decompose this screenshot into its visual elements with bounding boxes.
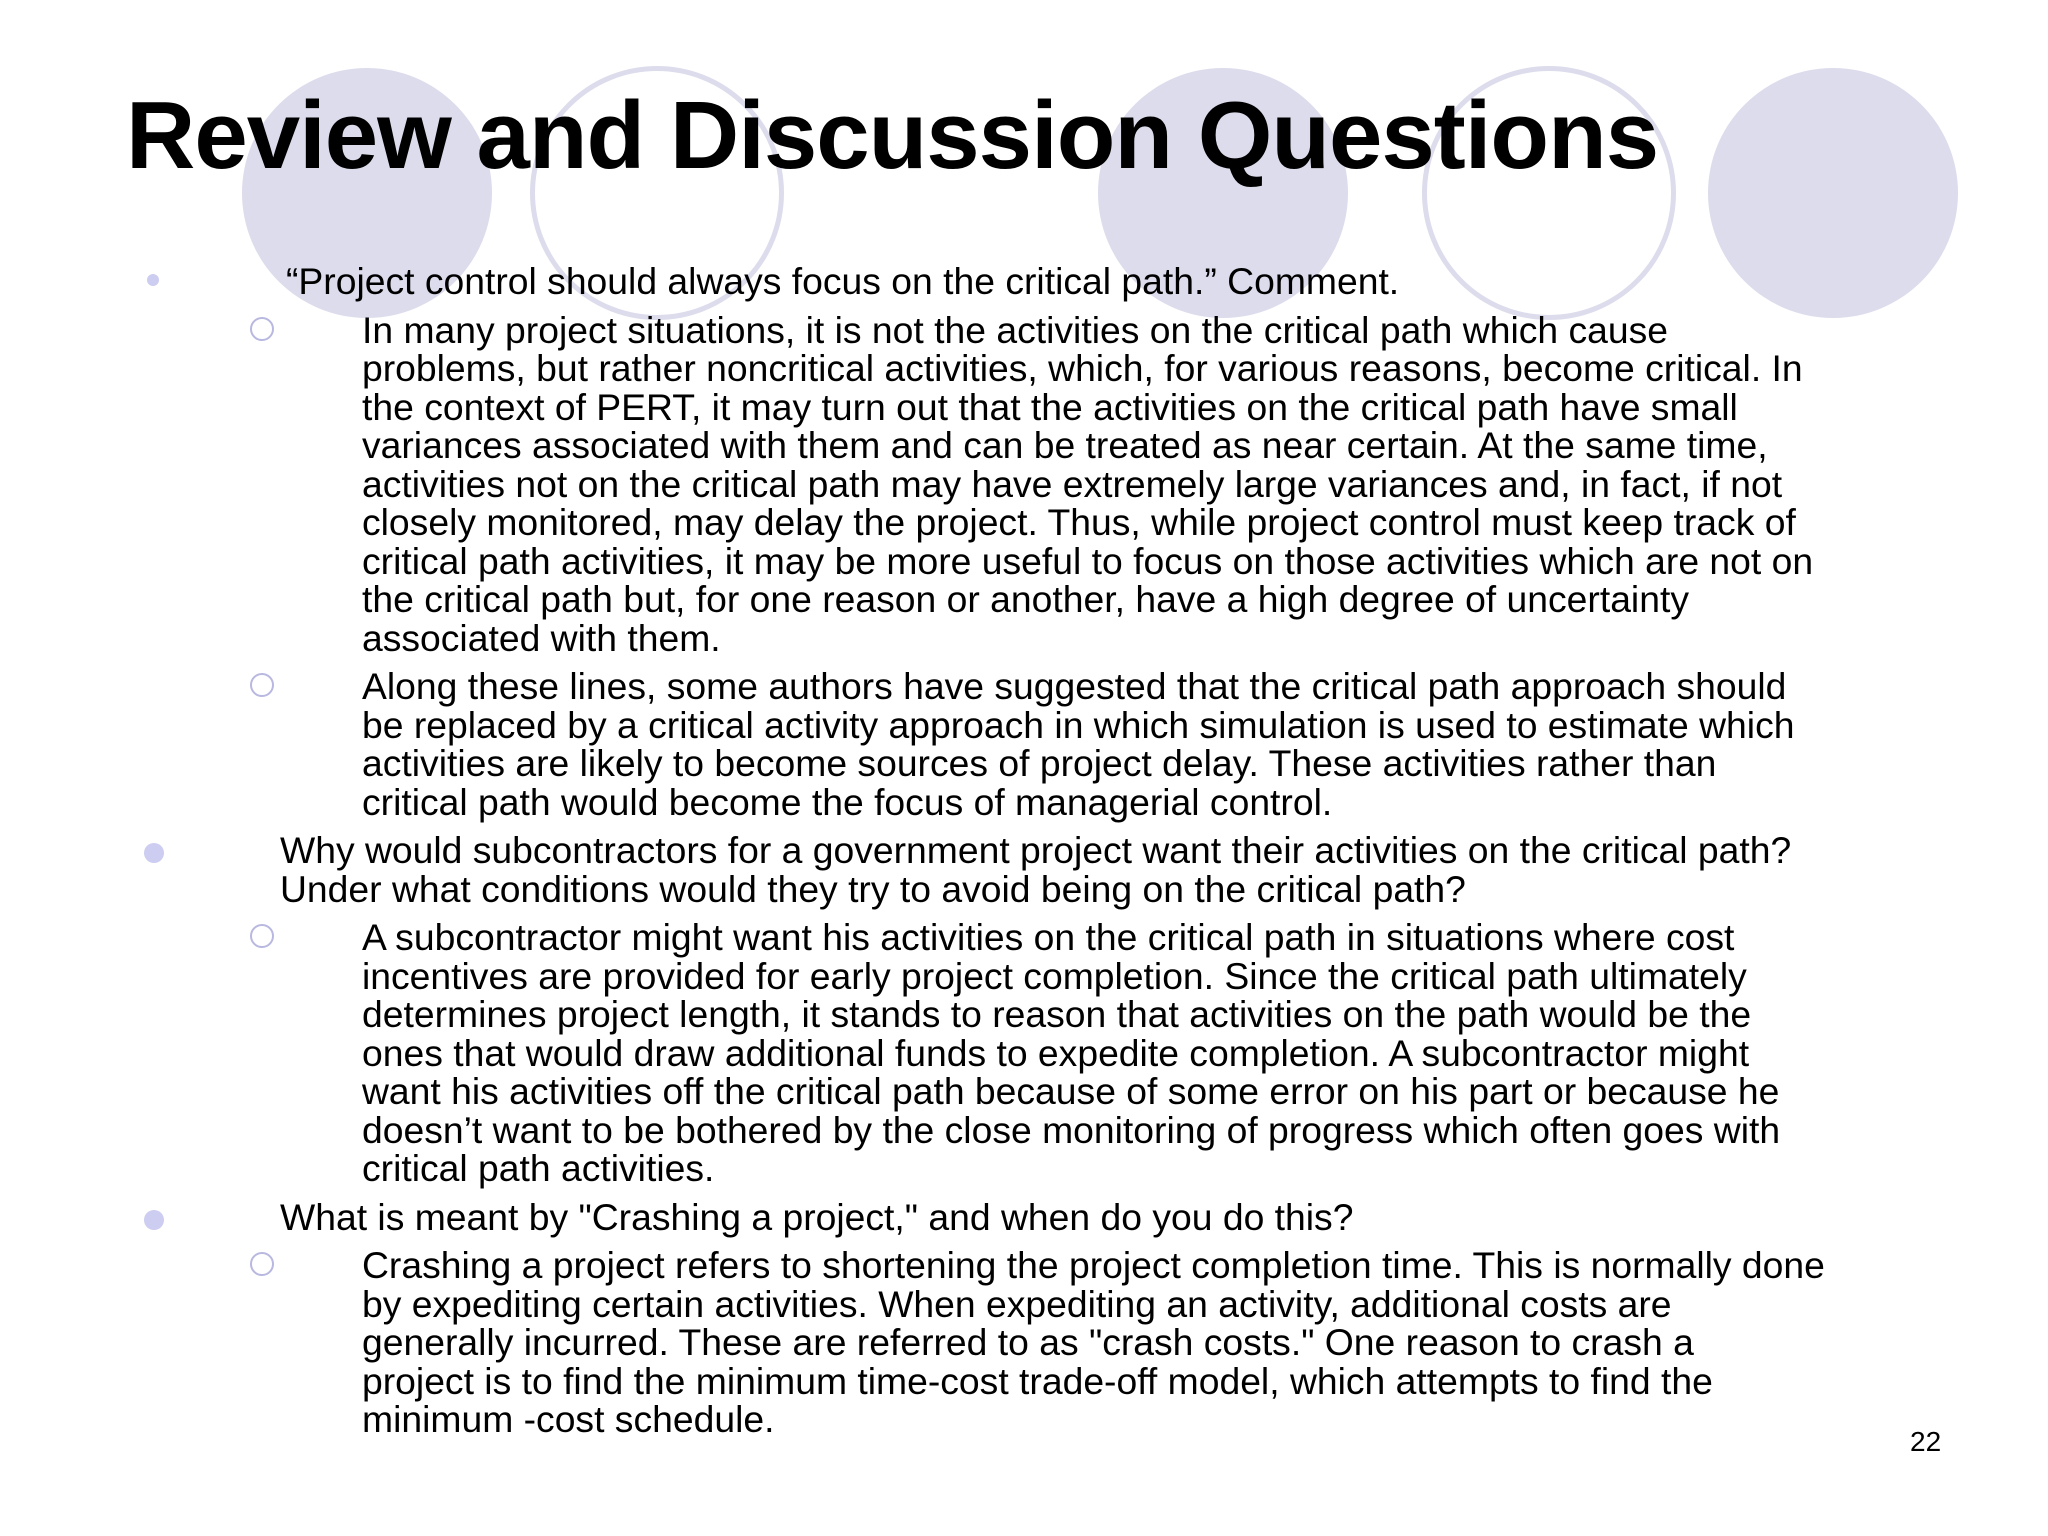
filled-circle-bullet-icon	[147, 274, 159, 286]
question-2-line: Why would subcontractors for a government project want their activities on the critical path?	[280, 829, 1792, 871]
answer-line: critical path would become the focus of managerial control.	[362, 780, 1333, 823]
answer-1b	[0, 667, 2048, 821]
question-2	[0, 831, 2048, 908]
answer-line: associated with them.	[362, 616, 721, 659]
answer-line: Along these lines, some authors have suggested that the critical path approach should	[362, 665, 1787, 707]
filled-circle-bullet-icon	[144, 843, 164, 863]
hollow-circle-bullet-icon	[250, 924, 274, 948]
question-2-line: Under what conditions would they try to avoid being on the critical path?	[280, 867, 1466, 910]
answer-line: activities are likely to become sources of project delay. These activities rather than	[362, 742, 1717, 784]
question-1	[0, 262, 2048, 301]
answer-line: be replaced by a critical activity approach in which simulation is used to estimate which	[362, 703, 1795, 746]
question-3-line: What is meant by "Crashing a project," and when do you do this?	[280, 1195, 1354, 1238]
answer-line: critical path activities.	[362, 1147, 715, 1189]
answer-line: minimum -cost schedule.	[362, 1398, 775, 1440]
answer-line: Crashing a project refers to shortening the project completion time. This is normally done	[362, 1244, 1825, 1286]
answer-line: critical path activities, it may be more useful to focus on those activities which are not on	[362, 539, 1814, 582]
question-3	[0, 1195, 2048, 1238]
answer-3a	[0, 1246, 2048, 1439]
filled-circle-bullet-icon	[144, 1210, 164, 1230]
answer-line: A subcontractor might want his activities on the critical path in situations where cost	[362, 916, 1735, 958]
answer-line: variances associated with them and can be treated as near certain. At the same time,	[362, 424, 1768, 466]
answer-2a	[0, 918, 2048, 1188]
answer-line: the critical path but, for one reason or another, have a high degree of uncertainty	[362, 578, 1689, 620]
answer-line: ones that would draw additional funds to expedite completion. A subcontractor might	[362, 1031, 1750, 1074]
hollow-circle-bullet-icon	[250, 673, 274, 697]
slide-content	[0, 262, 2048, 1449]
page-number: 22	[1910, 1426, 1942, 1457]
answer-line: incentives are provided for early project completion. Since the critical path ultimately	[362, 954, 1747, 997]
answer-1a	[0, 308, 2048, 659]
slide-title: Review and Discussion Questions	[126, 82, 1659, 189]
answer-line: closely monitored, may delay the project. Thus, while project control must keep track of	[362, 501, 1796, 543]
hollow-circle-bullet-icon	[250, 317, 274, 341]
answer-line: generally incurred. These are referred to as "crash costs." One reason to crash a	[362, 1321, 1694, 1363]
question-1-line: “Project control should always focus on the critical path.” Comment.	[286, 260, 1400, 302]
answer-line: In many project situations, it is not the activities on the critical path which cause	[362, 308, 1669, 351]
answer-line: project is to find the minimum time-cost trade-off model, which attempts to find the	[362, 1359, 1713, 1402]
answer-line: problems, but rather noncritical activities, which, for various reasons, become critical. In	[362, 347, 1803, 389]
answer-line: the context of PERT, it may turn out that the activities on the critical path have small	[362, 385, 1738, 428]
answer-line: want his activities off the critical path because of some error on his part or because he	[362, 1070, 1780, 1112]
answer-line: by expediting certain activities. When expediting an activity, additional costs are	[362, 1282, 1672, 1325]
answer-line: doesn’t want to be bothered by the close monitoring of progress which often goes with	[362, 1108, 1781, 1151]
hollow-circle-bullet-icon	[250, 1252, 274, 1276]
answer-line: determines project length, it stands to reason that activities on the path would be the	[362, 993, 1752, 1035]
answer-line: activities not on the critical path may have extremely large variances and, in fact, if not	[362, 462, 1783, 505]
